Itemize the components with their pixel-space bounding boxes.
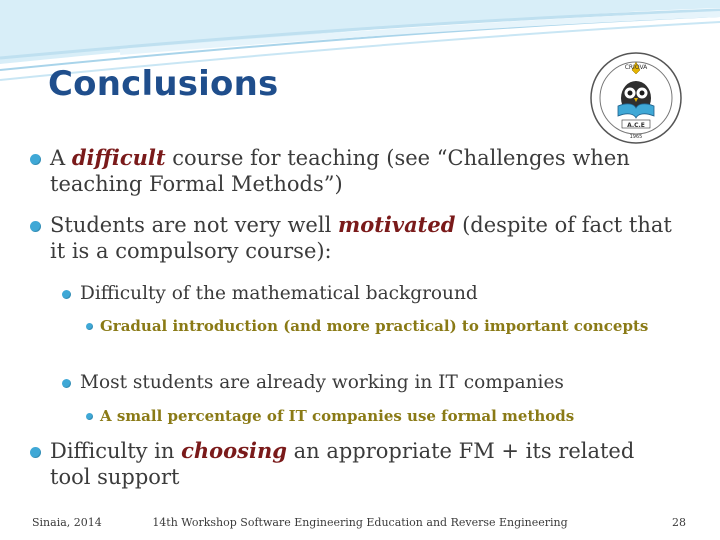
- sub-sub-bullet-icon: [86, 413, 93, 420]
- bullet-icon: [30, 154, 41, 165]
- logo-year: 1965: [629, 134, 643, 140]
- sub-sub-bullet-icon: [86, 323, 93, 330]
- bullet-icon: [30, 221, 41, 232]
- sub-bullet-icon: [62, 290, 71, 299]
- emphasis-motivated: motivated: [337, 212, 456, 237]
- sub-sub-bullet-gradual-introduction: Gradual introduction (and more practical) to important concepts: [100, 317, 649, 335]
- sub-bullet-math-background: Difficulty of the mathematical background: [80, 283, 478, 304]
- bullet-difficult-course: A difficult course for teaching (see “Challenges when teaching Formal Methods”): [50, 145, 630, 196]
- footer-location-date: Sinaia, 2014: [32, 516, 102, 529]
- logo-acronym: A.C.E: [627, 122, 645, 129]
- page-number: 28: [672, 516, 686, 529]
- bullet-students-motivated: Students are not very well motivated (despite of fact that it is a compulsory course):: [50, 212, 672, 263]
- footer-event-title: 14th Workshop Software Engineering Education and Reverse Engineering: [152, 516, 568, 529]
- sub-bullet-students-working: Most students are already working in IT companies: [80, 372, 564, 393]
- sub-sub-bullet-it-companies: A small percentage of IT companies use formal methods: [100, 407, 575, 425]
- emphasis-choosing: choosing: [181, 438, 287, 463]
- bullet-choosing-fm: Difficulty in choosing an appropriate FM + its related tool support: [50, 438, 635, 489]
- logo-top-text: CRIOVA: [624, 64, 648, 71]
- emphasis-difficult: difficult: [71, 145, 166, 170]
- sub-bullet-icon: [62, 379, 71, 388]
- slide-title: Conclusions: [48, 64, 279, 104]
- bullet-icon: [30, 447, 41, 458]
